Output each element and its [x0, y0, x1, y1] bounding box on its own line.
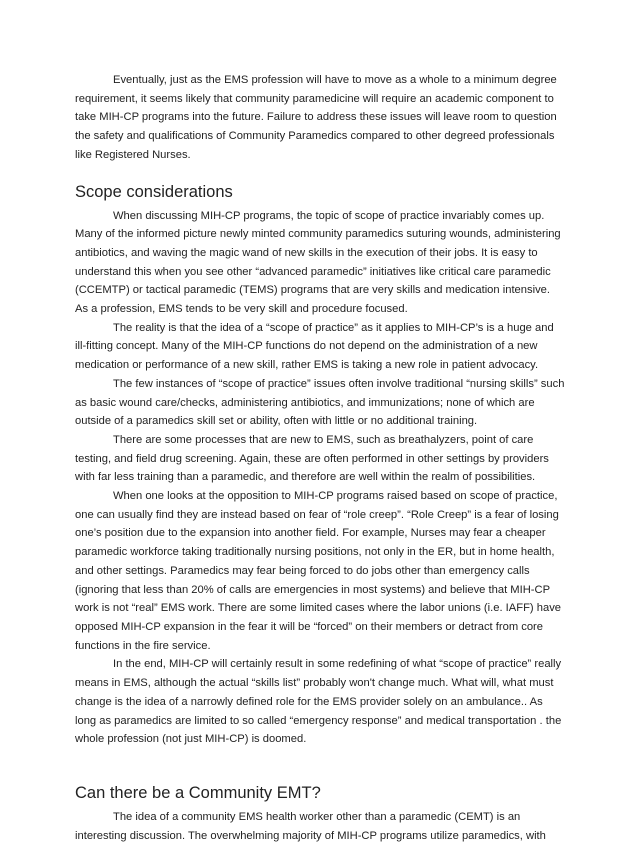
scope-paragraph-4: There are some processes that are new to EMS, such as breathalyzers, point of care testing, and field drug screening. Again, these are often performed in other settings by providers with far less training than a paramedic, and therefore are well within the realm of possibilities.	[75, 433, 549, 484]
intro-paragraph: Eventually, just as the EMS profession will have to move as a whole to a minimum degree requirement, it seems likely that community paramedicine will require an academic component to take MIH-CP programs into the future. Failure to address these issues will leave room to question the safety and qualifications of Community Paramedics compared to other degreed professionals like Registered Nurses.	[75, 74, 557, 161]
scope-paragraph-1: When discussing MIH-CP programs, the topic of scope of practice invariably comes up. Many of the informed picture newly minted community paramedics suturing wounds, administering antibiotics, and waving the magic wand of new skills in the execution of their jobs. It is easy to understand this when you see other “advanced paramedic” initiatives like critical care paramedic (CCEMTP) or tactical paramedic (TEMS) programs that are very skills and medication intensive. As a profession, EMS tends to be very skill and procedure focused.	[75, 209, 561, 316]
scope-heading: Scope considerations	[75, 182, 233, 201]
scope-paragraph-5: When one looks at the opposition to MIH-CP programs raised based on scope of practice, one can usually find they are instead based on fear of “role creep”. “Role Creep” is a fear of losing one’s position due to the expansion into another field. For example, Nurses may fear a cheaper paramedic workforce taking traditionally nursing positions, not only in the ER, but in home health, and other settings. Paramedics may fear being forced to do jobs other than emergency calls (ignoring that less than 20% of calls are emergencies in most systems) and believe that MIH-CP work is not “real” EMS work. There are some limited cases where the labor unions (i.e. IAFF) have opposed MIH-CP expansion in the fear it will be “forced” on their members or detract from core functions in the fire service.	[75, 490, 562, 652]
document-page	[75, 71, 565, 845]
cemt-paragraph-1: The idea of a community EMS health worker other than a paramedic (CEMT) is an interesting discussion. The overwhelming majority of MIH-CP programs utilize paramedics, with	[75, 810, 546, 842]
scope-paragraph-2: The reality is that the idea of a “scope of practice” as it applies to MIH-CP’s is a huge and ill-fitting concept. Many of the MIH-CP functions do not depend on the administration of a new medication or performance of a new skill, rather EMS is taking a new role in patient advocacy.	[75, 321, 554, 372]
scope-paragraph-3: The few instances of “scope of practice” issues often involve traditional “nursing skills” such as basic wound care/checks, administering antibiotics, and immunizations; none of which are outside of a paramedics skill set or ability, often with little or no additional training.	[75, 377, 565, 428]
cemt-heading: Can there be a Community EMT?	[75, 783, 321, 802]
scope-paragraph-6: In the end, MIH-CP will certainly result in some redefining of what “scope of practice” really means in EMS, although the actual “skills list” probably won't change much. What will, what must change is the idea of a narrowly defined role for the EMS provider solely on an ambulance.. As long as paramedics are limited to so called “emergency response” and medical transportation . the whole profession (not just MIH-CP) is doomed.	[75, 658, 562, 746]
